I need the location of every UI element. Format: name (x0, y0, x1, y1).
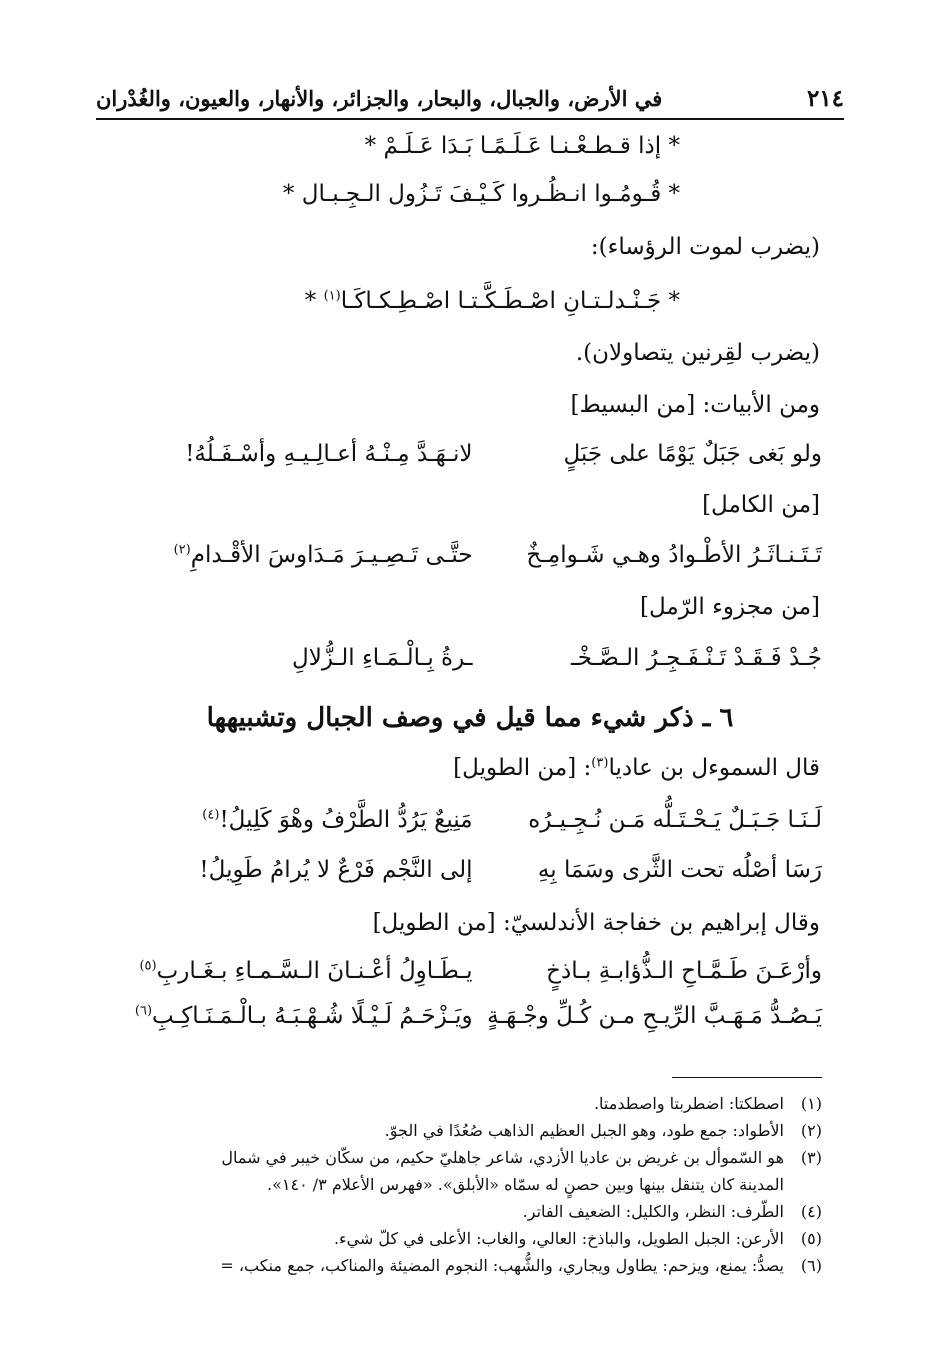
footnote-mark: (٥) (139, 958, 157, 974)
verse-first-half: تَـتَـنـاثَـرُ الأطْـوادُ وهـي شَـوامِـخٌ (526, 542, 822, 568)
verse-first-half: جُـدْ فَـقَـدْ تَـنْـفَـجِـرُ الـصَّـخْـ (570, 645, 822, 671)
verse-second-half: إلى النَّجْم فَرْعٌ لا يُرامُ طَوِيلُ! (199, 857, 473, 883)
verse-first-half: وأرْعَـنَ طَـمَّـاحِ الـذُّؤابـةِ بـاذخٍ (546, 958, 822, 984)
footnote-mark: (١) (323, 288, 341, 304)
running-title: في الأرض، والجبال، والبحار، والجزائر، والأنهار، والعيون، والغُدْران (96, 85, 663, 111)
text-line: ومن الأبيات: [من البسيط] (570, 392, 820, 418)
verse-second-half: ـرةُ بِـالْـمَـاءِ الـزُّلالِ (292, 645, 473, 671)
footnote-mark: (٢) (173, 542, 191, 558)
verse-fragment: * جَـنْـدلـتـانِ اصْـطَـكَّـتـا اصْـطِـكـاكَـا (340, 288, 680, 314)
footnote: (٤)الطّرف: النظر، والكليل: الضعيف الفاتر. (522, 1202, 822, 1221)
text-line: [من مجزوء الرّمل] (639, 594, 820, 620)
verse-second-half: مَنِيعٌ يَرُدُّ الطَّرْفُ وهْوَ كَلِيلُ!$^{(٤)}$ (202, 807, 473, 833)
verse-row (139, 958, 822, 984)
asterisk: * (304, 288, 317, 314)
verse-row (134, 1003, 822, 1029)
text-line: (يضرب لقِرنين يتصاولان). (575, 340, 820, 366)
text-line: * قُـومُـوا انـظُـروا كَـيْـفَ تَـزُول الـجِـبـال * (282, 181, 680, 207)
footnotes (118, 1090, 822, 1279)
verse-row (150, 441, 822, 467)
verse-second-half: لانـهَـدَّ مِـنْـهُ أعـالِـيـهِ وأسْـفَـلُهُ! (185, 441, 473, 467)
verse-first-half: لَـنَـا جَـبَـلٌ يَـحْـتَـلُّه مَـن نُـجِـيـرُه (528, 807, 822, 833)
footnote: (٦)يصدُّ: يمنع، ويزحم: يطاول ويجاري، والشُّهب: النجوم المضيئة والمناكب، جمع منكب، = (220, 1256, 822, 1275)
verse-row (150, 542, 822, 568)
verse-first-half: يَـصُـدُّ مَـهَـبَّ الرِّيـحِ مـن كُـلِّ وجْـهَـةٍ (487, 1003, 822, 1029)
page-number: ٢١٤ (806, 84, 844, 112)
verse-first-half: رَسَا أصْلُه تحت الثَّرى وسَمَا بِهِ (537, 857, 822, 883)
text-line: قال السموءل بن عاديا$^{(٣)}$: [من الطويل] (453, 755, 820, 781)
footnote-mark: (٣) (591, 755, 609, 771)
footnote-separator (672, 1077, 822, 1078)
footnote-mark: (٤) (202, 807, 220, 823)
section-heading: ٦ ـ ذكر شيء مما قيل في وصف الجبال وتشبيهها (206, 703, 734, 733)
running-header (96, 78, 844, 120)
verse-row (150, 807, 822, 833)
verse-first-half: ولو بَغى جَبَلٌ يَوْمًا على جَبَلٍ (563, 441, 822, 467)
text-line: * إذا قـطـعْـنـا عَـلَـمًـا بَـدَا عَـلَـمْ * (364, 133, 680, 159)
footnote: (٣)هو السّموأل بن غريض بن عاديا الأزدي، شاعر جاهليّ حكيم، من سكّان خيبر في شمال (221, 1148, 822, 1167)
footnote-mark: (٦) (134, 1003, 153, 1019)
footnote: (١)اصطكتا: اضطربتا واصطدمتا. (593, 1094, 822, 1113)
verse-second-half: حتَّـى تَـصِـيـرَ مَـدَاوسَ الأقْـدامِ$^{(٢)}$ (173, 542, 473, 568)
verse-second-half: ويَـزْحَـمُ لَـيْـلًا شُـهْـبَـهُ بـالْـمَـنَـاكِـبِ$^{(٦)}$ (134, 1003, 473, 1029)
footnote: (٢)الأطواد: جمع طود، وهو الجبل العظيم الذاهب صُعُدًا في الجوّ. (384, 1121, 822, 1140)
text-line: (يضرب لموت الرؤساء): (590, 234, 820, 260)
verse-row (150, 857, 822, 883)
text-line: [من الكامل] (702, 492, 820, 518)
footnote: (٥)الأرعن: الجبل الطويل، والباذخ: العالي، والغاب: الأعلى في كلّ شيء. (333, 1229, 822, 1248)
verse-second-half: يـطَـاوِلُ أعْـنـانَ الـسَّـمـاءِ بـغَـاربِ$^{(٥)}$ (139, 958, 473, 984)
text-line: وقال إبراهيم بن خفاجة الأندلسيّ: [من الطويل] (372, 910, 820, 936)
verse-row (150, 645, 822, 671)
text-line (150, 288, 680, 314)
footnote-continuation: المدينة كان يتنقل بينها وبين حصنٍ له سمّاه «الأبلق». «فهرس الأعلام ٣/ ١٤٠». (267, 1175, 784, 1194)
